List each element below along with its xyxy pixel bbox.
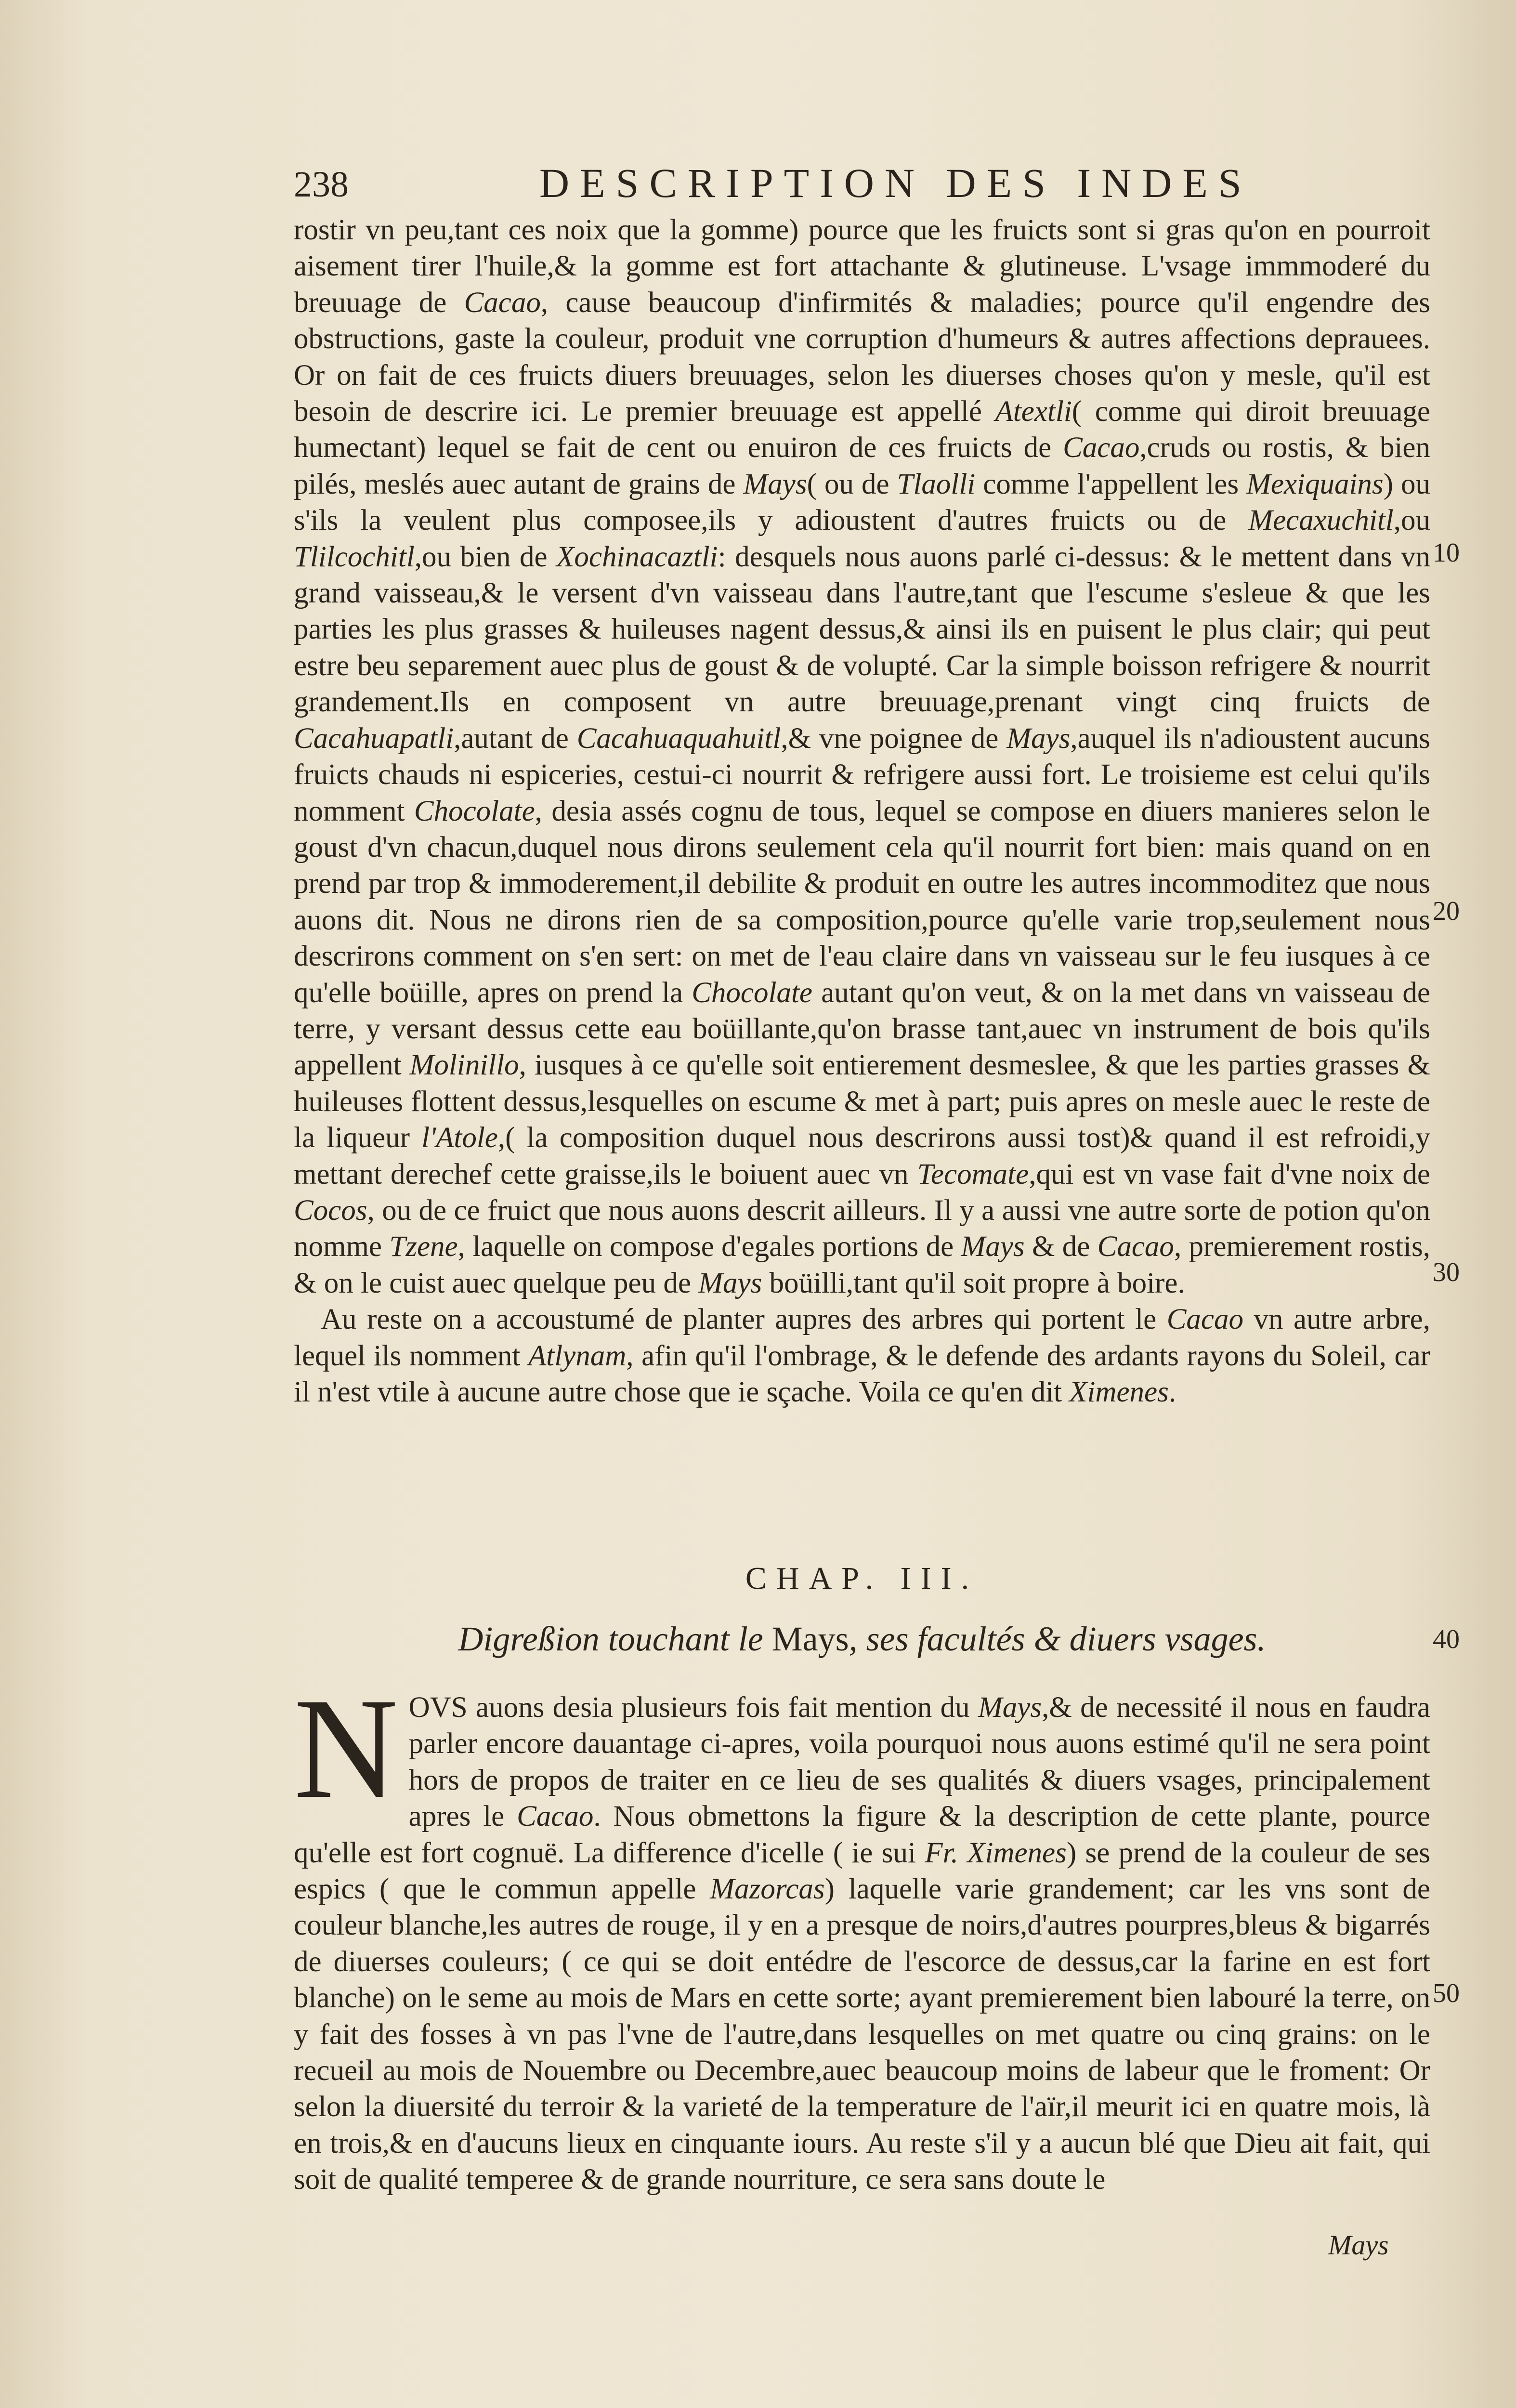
- italic-term: Mazorcas: [710, 1873, 825, 1906]
- italic-term: Mecaxuchitl: [1248, 504, 1394, 537]
- catchword: Mays: [1328, 2229, 1389, 2261]
- italic-term: Mays: [978, 1691, 1042, 1724]
- chapter-heading: CHAP. III.: [745, 1561, 979, 1596]
- page-header: [294, 159, 1291, 212]
- italic-term: Atlynam: [528, 1339, 627, 1372]
- paragraph: [294, 1301, 1430, 1410]
- text-run: , cause beaucoup d'infirmités & maladies; pource qu'il engendre des obstructions, gaste la couleur, produit vne corruption d'humeurs & autres affections deprauees. Or on fait de ces fruicts diuers breuuages, selon les diuerses choses qu'on y mesle, qu'il est besoin de descrire ici. Le premier breuuage est appellé: [294, 286, 1430, 428]
- italic-term: Cacao: [464, 286, 541, 319]
- text-run: rostir vn peu,tant ces noix que la gomme) pource que les fruicts sont si gras qu'on en pourroit aisement tirer l'huile,& la gomme est fort attachante & glutineuse. L'vsage immmoderé du breuuage de: [294, 214, 1430, 319]
- title-run: , ses facultés & diuers vsages.: [849, 1620, 1266, 1658]
- paragraph: [294, 1668, 1430, 2198]
- text-run: Au reste on a accoustumé de planter aupres des arbres qui portent le: [321, 1303, 1167, 1336]
- margin-line-number: 10: [1433, 538, 1460, 568]
- italic-term: Mexiquains: [1246, 468, 1384, 500]
- text-run: , ou de ce fruict que nous auons descrit ailleurs. Il y a aussi vne autre sorte de potion qu'on nomme: [294, 1194, 1430, 1263]
- italic-term: Tecomate: [917, 1158, 1029, 1191]
- italic-term: l'Atole: [421, 1122, 498, 1154]
- chapter-title: [294, 1619, 1430, 1659]
- italic-term: Cacahuapatli: [294, 722, 454, 755]
- text-run: ,& vne poignee de: [781, 722, 1007, 755]
- italic-term: Tlilcochitl: [294, 540, 415, 573]
- title-run: Mays: [763, 1620, 849, 1658]
- margin-line-number: 30: [1433, 1257, 1460, 1287]
- margin-line-number: 20: [1433, 896, 1460, 926]
- text-run: ,& de necessité il nous en faudra parler encore dauantage ci-apres, voila pourquoi nous auons estimé qu'il ne sera point hors de propos de traiter en ce lieu de ses qualités & diuers vsages, principalement apres le: [408, 1691, 1430, 1833]
- text-run: ,auquel ils n'adioustent aucuns fruicts chauds ni espiceries, cestui-ci nourrit & refrigere aussi fort. Le troisieme est celui qu'ils nomment: [294, 722, 1430, 827]
- text-run: OVS auons desia plusieurs fois fait mention du: [408, 1691, 978, 1724]
- running-title: DESCRIPTION DES INDES: [539, 160, 1252, 206]
- text-run: ) ou s'ils la veulent plus composee,ils y adioustent d'autres fruicts ou de: [294, 468, 1431, 537]
- italic-term: Molinillo: [409, 1049, 519, 1082]
- text-run: vn autre arbre, lequel ils nomment: [294, 1303, 1430, 1372]
- text-run: ,ou: [1393, 504, 1430, 537]
- text-run: , afin qu'il l'ombrage, & le defende des ardants rayons du Soleil, car il n'est vtile à aucune autre chose que ie sçache. Voila ce qu'en dit: [294, 1339, 1430, 1408]
- text-run: ,cruds ou rostis, & bien pilés, meslés auec autant de grains de: [294, 432, 1430, 500]
- italic-term: Chocolate: [414, 795, 535, 827]
- text-run: , desia assés cognu de tous, lequel se compose en diuers manieres selon le goust d'vn chacun,duquel nous dirons seulement cela qu'il nourrit fort bien: mais quand on en prend par trop & immoderement,il debilite & produit en outre les autres incommoditez que nous auons dit. Nous ne dirons rien de sa composition,pource qu'elle varie trop,seulement nous descrirons comment on s'en sert: on met de l'eau claire dans vn vaisseau sur le feu iusques à ce qu'elle boüille, apres on prend la: [294, 795, 1430, 1009]
- text-run: , laquelle on compose d'egales portions de: [457, 1230, 961, 1263]
- text-run: boüilli,tant qu'il soit propre à boire.: [762, 1267, 1185, 1299]
- italic-term: Ximenes: [1069, 1376, 1169, 1408]
- title-run: Digreßion touchant le: [458, 1620, 763, 1658]
- text-run: ) se prend de la couleur de ses espics ( que le commun appelle: [294, 1836, 1430, 1906]
- italic-term: Chocolate: [692, 976, 812, 1009]
- text-run: . Nous obmettons la figure & la description de cette plante, pource qu'elle est fort cognuë. La difference d'icelle ( ie sui: [294, 1800, 1430, 1869]
- italic-term: Mays: [1006, 722, 1071, 755]
- text-run: .: [1168, 1376, 1176, 1408]
- text-run: : desquels nous auons parlé ci-dessus: & le mettent dans vn grand vaisseau,& le versent d'vn vaisseau dans l'autre,tant que l'escume s'esleue & que les parties les plus grasses & huileuses nagent dessus,& ainsi ils en puisent le plus clair; qui peut estre beu separement auec plus de goust & de volupté. Car la simple boisson refrigere & nourrit grandement.Ils en composent vn autre breuuage,prenant vingt cinq fruicts de: [294, 540, 1430, 719]
- italic-term: Mays: [743, 468, 807, 500]
- text-run: , iusques à ce qu'elle soit entierement desmeslee, & que les parties grasses & huileuses flottent dessus,lesquelles on escume & met à part; puis apres on mesle auec le reste de la liqueur: [294, 1049, 1430, 1154]
- text-run: ) laquelle varie grandement; car les vns sont de couleur blanche,les autres de rouge, il y en a presque de noirs,d'autres pourpres,bleus & bigarrés de diuerses couleurs; ( ce qui se doit entédre de l'escorce de dessus,car la farine en est fort blanche) on le seme au mois de Mars en cette sorte; ayant premierement bien labouré la terre, on y fait des fosses à vn pas l'vne de l'autre,dans lesquelles on met quatre ou cinq grains: on le recueil au mois de Nouembre ou Decembre,auec beaucoup moins de labeur que le froment: Or selon la diuersité du terroir & la varieté de la temperature de l'aïr,il meurit ici en quatre mois, là en trois,& en d'aucuns lieux en cinquante iours. Au reste s'il y a aucun blé que Dieu ait fait, qui soit de qualité temperee & de grande nourriture, ce sera sans doute le: [294, 1873, 1430, 2196]
- italic-term: Cacahuaquahuitl: [576, 722, 781, 755]
- text-run: autant qu'on veut, & on la met dans vn vaisseau de terre, y versant dessus cette eau boüillante,qu'on brasse tant,auec vn instrument de bois qu'ils appellent: [294, 976, 1430, 1082]
- text-run: ,qui est vn vase fait d'vne noix de: [1029, 1158, 1430, 1191]
- italic-term: Mays: [961, 1230, 1025, 1263]
- page-number: 238: [294, 164, 349, 205]
- margin-line-number: 50: [1433, 1978, 1460, 2008]
- italic-term: Cacao: [1063, 432, 1140, 464]
- text-block-chapter: [294, 1668, 1430, 2198]
- italic-term: Atextli: [995, 395, 1072, 428]
- italic-term: Fr. Ximenes: [925, 1836, 1067, 1869]
- text-run: ( comme qui diroit breuuage humectant) lequel se fait de cent ou enuiron de ces fruicts de: [294, 395, 1430, 464]
- italic-term: Cacao: [1166, 1303, 1243, 1336]
- italic-term: Cacao: [517, 1800, 594, 1833]
- drop-cap: N: [294, 1668, 398, 1828]
- text-run: ,autant de: [454, 722, 577, 755]
- italic-term: Tlaolli: [897, 468, 976, 500]
- paragraph: [294, 212, 1430, 1301]
- text-run: , premierement rostis, & on le cuist auec quelque peu de: [294, 1230, 1430, 1299]
- text-run: comme l'appellent les: [975, 468, 1247, 500]
- margin-line-number: 40: [1433, 1624, 1460, 1654]
- italic-term: Cacao: [1097, 1230, 1174, 1263]
- italic-term: Xochinacaztli: [556, 540, 718, 573]
- text-run: ( ou de: [807, 468, 897, 500]
- text-run: ,( la composition duquel nous descrirons aussi tost)& quand il est refroidi,y mettant derechef cette graisse,ils le boiuent auec vn: [294, 1122, 1430, 1191]
- text-block-top: [294, 212, 1430, 1410]
- italic-term: Tzene: [389, 1230, 458, 1263]
- text-run: & de: [1024, 1230, 1098, 1263]
- italic-term: Cocos: [294, 1194, 367, 1227]
- italic-term: Mays: [698, 1267, 762, 1299]
- text-run: ,ou bien de: [414, 540, 557, 573]
